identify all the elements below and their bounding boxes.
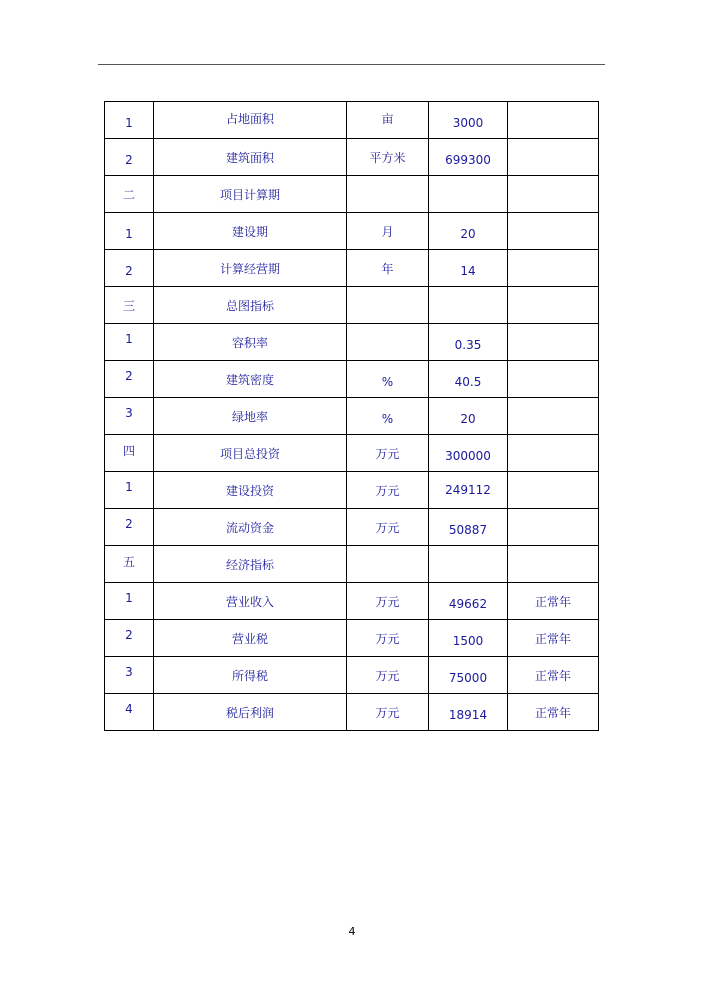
value-cell	[429, 546, 508, 583]
table-row	[105, 250, 599, 287]
header-rule	[98, 64, 605, 65]
note-cell: 正常年	[508, 657, 599, 694]
value-cell: 50887	[429, 509, 508, 546]
value-cell: 40.5	[429, 361, 508, 398]
row-index: 1	[105, 472, 154, 509]
indicator-name: 建筑密度	[154, 361, 347, 398]
note-cell	[508, 213, 599, 250]
indicator-name: 总图指标	[154, 287, 347, 324]
note-cell	[508, 361, 599, 398]
unit-cell: 万元	[347, 509, 429, 546]
indicator-name: 容积率	[154, 324, 347, 361]
row-index: 四	[105, 435, 154, 472]
page-number: 4	[348, 925, 356, 938]
note-cell	[508, 250, 599, 287]
unit-cell: 年	[347, 250, 429, 287]
unit-cell: 万元	[347, 472, 429, 509]
unit-cell: 亩	[347, 102, 429, 139]
indicator-name: 建设投资	[154, 472, 347, 509]
value-cell: 18914	[429, 694, 508, 731]
row-index: 三	[105, 287, 154, 324]
row-index: 2	[105, 620, 154, 657]
row-index: 3	[105, 398, 154, 435]
table-row	[105, 139, 599, 176]
table-row	[105, 509, 599, 546]
table-row	[105, 324, 599, 361]
indicator-name: 建筑面积	[154, 139, 347, 176]
note-cell: 正常年	[508, 583, 599, 620]
value-cell	[429, 176, 508, 213]
row-index: 2	[105, 250, 154, 287]
row-index: 五	[105, 546, 154, 583]
unit-cell	[347, 287, 429, 324]
value-cell: 20	[429, 398, 508, 435]
note-cell	[508, 324, 599, 361]
unit-cell: 万元	[347, 694, 429, 731]
note-cell	[508, 398, 599, 435]
note-cell	[508, 435, 599, 472]
unit-cell: %	[347, 398, 429, 435]
indicator-name: 建设期	[154, 213, 347, 250]
row-index: 1	[105, 102, 154, 139]
row-index: 3	[105, 657, 154, 694]
table-row	[105, 583, 599, 620]
row-index: 2	[105, 139, 154, 176]
table-row	[105, 435, 599, 472]
unit-cell: 平方米	[347, 139, 429, 176]
note-cell	[508, 546, 599, 583]
row-index: 1	[105, 213, 154, 250]
note-cell	[508, 176, 599, 213]
indicator-name: 绿地率	[154, 398, 347, 435]
row-index: 二	[105, 176, 154, 213]
table-row	[105, 213, 599, 250]
value-cell: 699300	[429, 139, 508, 176]
table-row	[105, 176, 599, 213]
indicator-table	[104, 101, 599, 731]
value-cell: 3000	[429, 102, 508, 139]
indicator-name: 税后利润	[154, 694, 347, 731]
table-row	[105, 361, 599, 398]
note-cell	[508, 102, 599, 139]
value-cell: 14	[429, 250, 508, 287]
indicator-name: 营业税	[154, 620, 347, 657]
value-cell	[429, 287, 508, 324]
row-index: 2	[105, 361, 154, 398]
note-cell	[508, 139, 599, 176]
table-row	[105, 620, 599, 657]
unit-cell: 万元	[347, 620, 429, 657]
row-index: 4	[105, 694, 154, 731]
unit-cell: 万元	[347, 583, 429, 620]
unit-cell: 月	[347, 213, 429, 250]
unit-cell	[347, 324, 429, 361]
table-row	[105, 694, 599, 731]
value-cell: 49662	[429, 583, 508, 620]
note-cell	[508, 509, 599, 546]
row-index: 1	[105, 583, 154, 620]
unit-cell: %	[347, 361, 429, 398]
indicator-name: 经济指标	[154, 546, 347, 583]
unit-cell: 万元	[347, 657, 429, 694]
value-cell: 249112	[429, 472, 508, 509]
table-row	[105, 546, 599, 583]
indicator-name: 所得税	[154, 657, 347, 694]
note-cell: 正常年	[508, 694, 599, 731]
indicator-name: 项目计算期	[154, 176, 347, 213]
table-row	[105, 102, 599, 139]
row-index: 2	[105, 509, 154, 546]
unit-cell: 万元	[347, 435, 429, 472]
indicator-name: 项目总投资	[154, 435, 347, 472]
note-cell: 正常年	[508, 620, 599, 657]
indicator-name: 营业收入	[154, 583, 347, 620]
unit-cell	[347, 176, 429, 213]
value-cell: 1500	[429, 620, 508, 657]
indicator-name: 占地面积	[154, 102, 347, 139]
table-row	[105, 398, 599, 435]
table-row	[105, 657, 599, 694]
table-row	[105, 472, 599, 509]
value-cell: 0.35	[429, 324, 508, 361]
row-index: 1	[105, 324, 154, 361]
note-cell	[508, 287, 599, 324]
indicator-name: 计算经营期	[154, 250, 347, 287]
unit-cell	[347, 546, 429, 583]
table-row	[105, 287, 599, 324]
value-cell: 75000	[429, 657, 508, 694]
note-cell	[508, 472, 599, 509]
value-cell: 300000	[429, 435, 508, 472]
value-cell: 20	[429, 213, 508, 250]
indicator-name: 流动资金	[154, 509, 347, 546]
